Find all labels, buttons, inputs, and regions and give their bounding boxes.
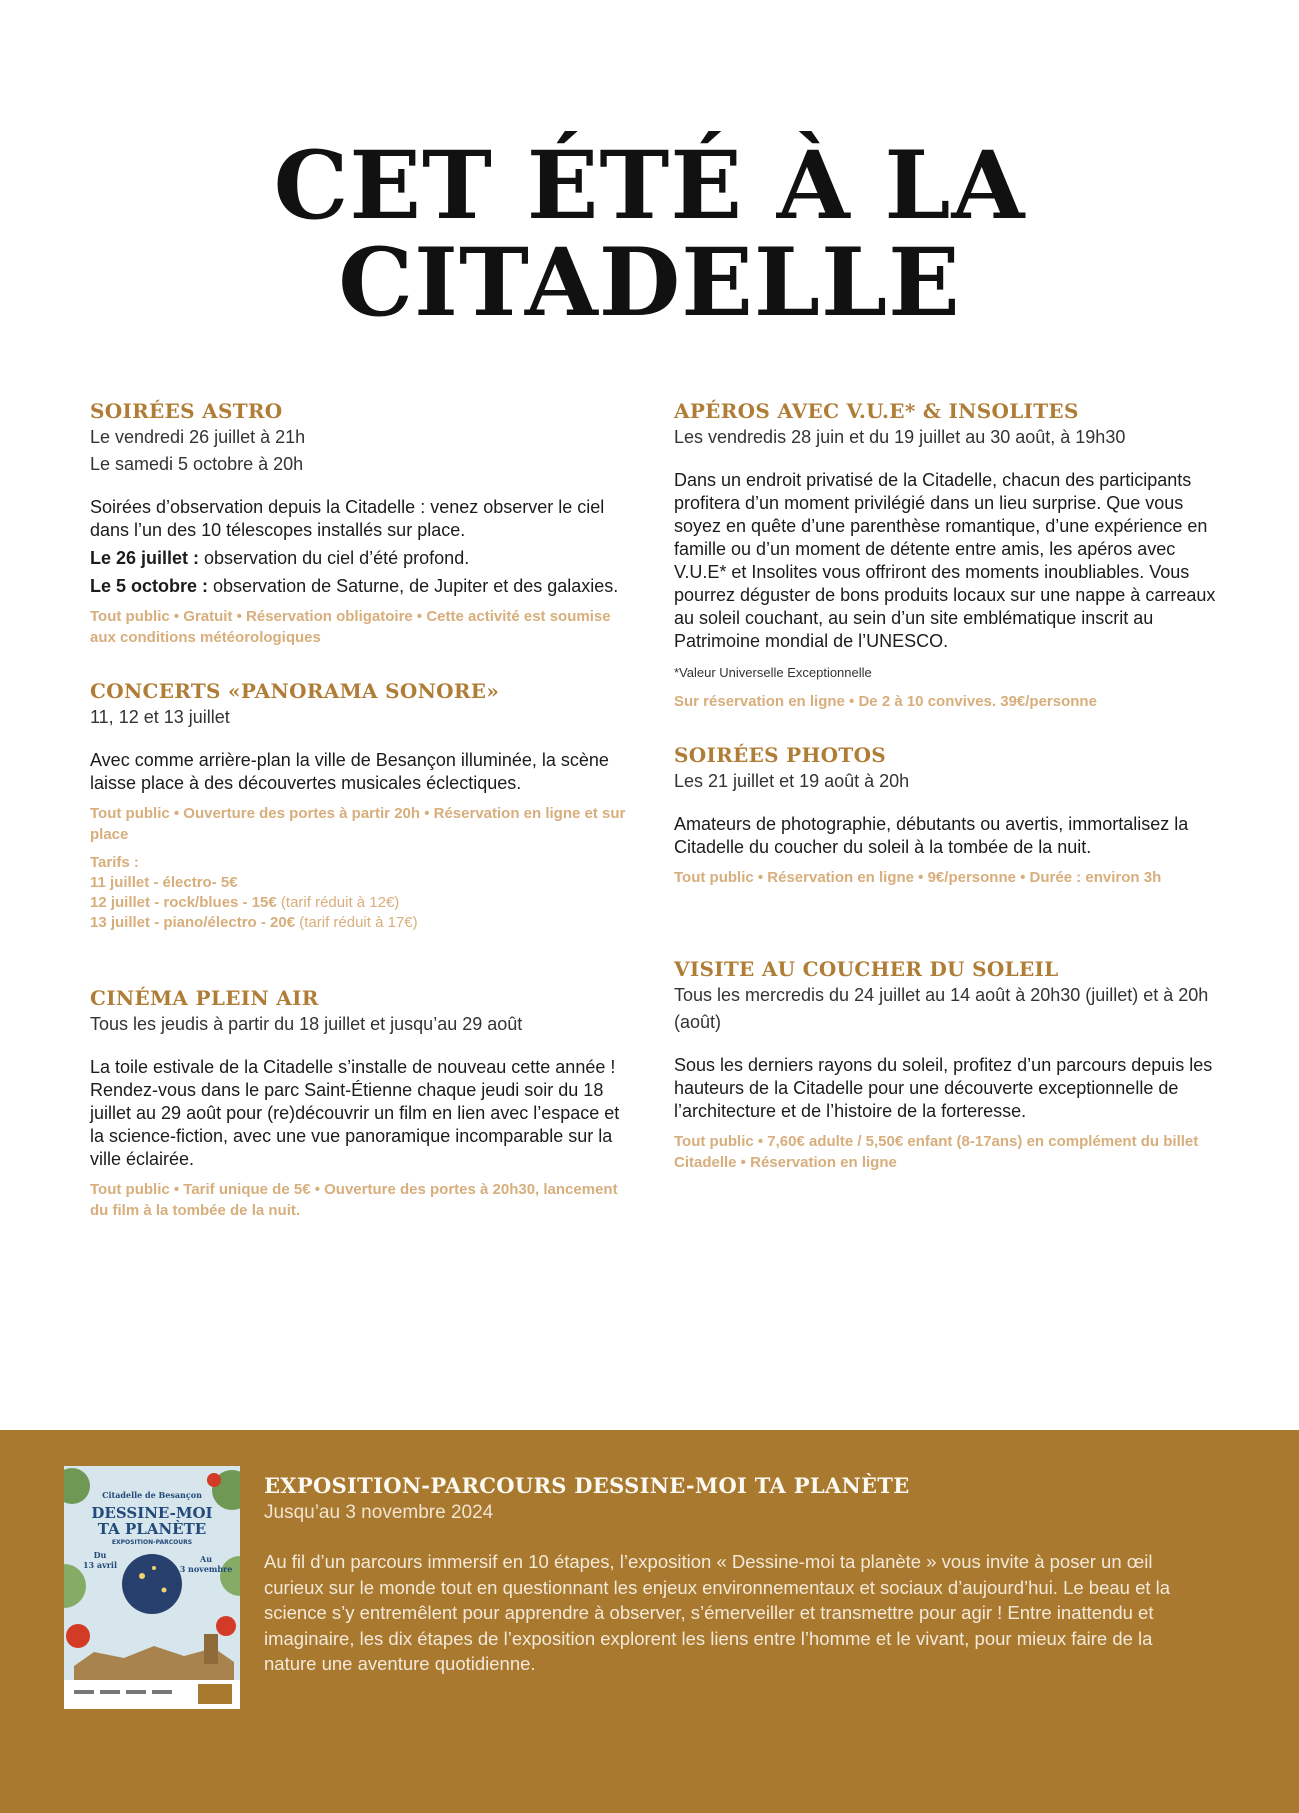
description-paragraph: La toile estivale de la Citadelle s’installe de nouveau cette année ! Rendez-vous dans le parc Saint-Étienne chaque jeudi soir du 18 juillet au 29 août pour (re)découvrir un film en lien avec l’espace et la science-fiction, avec une vue panoramique incomparable sur la ville éclairée.	[90, 1057, 620, 1169]
event-info: Tout public • Gratuit • Réservation obligatoire • Cette activité est soumise aux conditions météorologiques	[90, 608, 611, 646]
tarif-reduit: (tarif réduit à 12€)	[276, 894, 400, 911]
expo-title: EXPOSITION-PARCOURS DESSINE-MOI TA PLANÈTE	[264, 1473, 910, 1498]
event-title: SOIRÉES PHOTOS	[674, 743, 887, 767]
expo-text	[264, 1472, 1199, 1677]
right-column	[674, 398, 1219, 1173]
event-title: SOIRÉES ASTRO	[90, 399, 283, 423]
event-description	[674, 813, 1219, 859]
poster-subtitle: EXPOSITION-PARCOURS	[111, 1539, 193, 1546]
description-paragraph: Amateurs de photographie, débutants ou avertis, immortalisez la Citadelle du coucher du soleil à la tombée de la nuit.	[674, 814, 1189, 857]
bold-lead: Le 5 octobre :	[90, 576, 209, 596]
expo-date: Jusqu’au 3 novembre 2024	[264, 1502, 494, 1523]
poster-org: Citadelle de Besançon	[102, 1490, 202, 1500]
event-soirees-astro	[90, 398, 635, 648]
poster-headline: DESSINE-MOI	[91, 1504, 213, 1522]
tarif-line	[90, 913, 635, 933]
event-soirees-photos	[674, 742, 1219, 888]
expo-poster-illustration	[64, 1466, 240, 1709]
page-title-line-1: CET ÉTÉ À LA	[273, 131, 1026, 241]
event-title: CONCERTS «PANORAMA SONORE»	[90, 679, 500, 703]
citadelle-logo	[198, 1684, 232, 1704]
event-date: 11, 12 et 13 juillet	[90, 707, 230, 727]
description-paragraph: Avec comme arrière-plan la ville de Besançon illuminée, la scène laisse place à des découvertes musicales éclectiques.	[90, 750, 609, 793]
partner-logo	[152, 1690, 172, 1694]
left-column	[90, 398, 635, 1221]
partner-logo	[100, 1690, 120, 1694]
star-icon	[139, 1573, 145, 1579]
event-date: Les vendredis 28 juin et du 19 juillet au 30 août, à 19h30	[674, 427, 1126, 447]
event-date: Tous les mercredis du 24 juillet au 14 août à 20h30 (juillet) et à 20h (août)	[674, 985, 1209, 1032]
tarif-reduit: (tarif réduit à 17€)	[295, 914, 418, 931]
poster-au-date: 3 novembre	[179, 1564, 233, 1574]
event-description	[674, 469, 1219, 653]
poppy-flower-icon	[66, 1624, 90, 1648]
event-description	[90, 1056, 635, 1171]
partner-logo	[126, 1690, 146, 1694]
event-cinema-plein-air	[90, 985, 635, 1221]
description-paragraph	[90, 547, 635, 570]
event-info: Tout public • Réservation en ligne • 9€/personne • Durée : environ 3h	[674, 869, 1162, 886]
event-aperos-vue-insolites	[674, 398, 1219, 712]
description-paragraph: Soirées d’observation depuis la Citadelle : venez observer le ciel dans l’un des 10 télescopes installés sur place.	[90, 497, 605, 540]
event-info: Sur réservation en ligne • De 2 à 10 convives. 39€/personne	[674, 693, 1097, 710]
description-paragraph: Dans un endroit privatisé de la Citadelle, chacun des participants profitera d’un moment privilégié dans un lieu surprise. Que vous soyez en quête d’une parenthèse romantique, d’une expérience en famille ou d’un moment de détente entre amis, les apéros avec V.U.E* et Insolites vous offriront des moments inoubliables. Vous pourrez déguster de bons produits locaux sur une nappe à carreaux au soleil couchant, au sein d’un site emblématique inscrit au Patrimoine mondial de l’UNESCO.	[674, 470, 1216, 651]
event-title: CINÉMA PLEIN AIR	[90, 986, 319, 1010]
description-paragraph	[90, 575, 635, 598]
event-date: Tous les jeudis à partir du 18 juillet et jusqu’au 29 août	[90, 1014, 523, 1034]
page-title-line-2: CITADELLE	[338, 228, 961, 338]
tarif-main: 13 juillet - piano/électro - 20€	[90, 914, 296, 931]
bold-lead: Le 26 juillet :	[90, 548, 200, 568]
event-info: Tout public • Ouverture des portes à partir 20h • Réservation en ligne et sur place	[90, 805, 626, 843]
footnote: *Valeur Universelle Exceptionnelle	[674, 665, 872, 680]
citadel-tower-shape	[204, 1634, 218, 1664]
star-icon	[162, 1588, 167, 1593]
tarif-line	[90, 873, 635, 893]
tarifs-block	[90, 853, 635, 933]
star-icon	[152, 1566, 156, 1570]
expo-description: Au fil d’un parcours immersif en 10 étapes, l’exposition « Dessine-moi ta planète » vous invite à poser un œil curieux sur le monde tout en questionnant les enjeux environnementaux et sociaux d’aujourd’hui. Le beau et la science s’y entremêlent pour apprendre à observer, s’émerveiller et transmettre pour agir ! Entre inattendu et imaginaire, les dix étapes de l’exposition explorent les liens entre l’homme et le vivant, pour mieux faire de la nature une aventure quotidienne.	[264, 1551, 1171, 1674]
description-paragraph: Sous les derniers rayons du soleil, profitez d’un parcours depuis les hauteurs de la Citadelle pour une découverte exceptionnelle de l’architecture et de l’histoire de la forteresse.	[674, 1055, 1213, 1121]
event-date: Le samedi 5 octobre à 20h	[90, 454, 304, 474]
expo-poster	[64, 1466, 240, 1709]
paragraph-text: observation de Saturne, de Jupiter et des galaxies.	[208, 576, 619, 596]
planet-icon	[122, 1554, 182, 1614]
page-title	[0, 131, 1299, 338]
event-description	[90, 496, 635, 598]
tarif-main: 12 juillet - rock/blues - 15€	[90, 894, 277, 911]
event-info: Tout public • 7,60€ adulte / 5,50€ enfant (8-17ans) en complément du billet Citadelle • Réservation en ligne	[674, 1133, 1199, 1171]
event-title: VISITE AU COUCHER DU SOLEIL	[674, 957, 1059, 981]
event-date: Les 21 juillet et 19 août à 20h	[674, 771, 910, 791]
poster-du-date: 13 avril	[82, 1560, 118, 1570]
poster-headline: TA PLANÈTE	[97, 1520, 207, 1538]
event-title: APÉROS AVEC V.U.E* & INSOLITES	[674, 399, 1079, 423]
poppy-flower-icon	[207, 1473, 221, 1487]
event-info: Tout public • Tarif unique de 5€ • Ouverture des portes à 20h30, lancement du film à la tombée de la nuit.	[90, 1181, 618, 1219]
event-concerts-panorama-sonore	[90, 678, 635, 933]
expo-banner	[0, 1430, 1299, 1813]
event-visite-coucher-soleil	[674, 956, 1219, 1173]
event-description	[674, 1054, 1219, 1123]
event-description	[90, 749, 635, 795]
poppy-flower-icon	[216, 1616, 236, 1636]
poster-du-label: Du	[93, 1550, 107, 1560]
paragraph-text: observation du ciel d’été profond.	[199, 548, 470, 568]
event-date: Le vendredi 26 juillet à 21h	[90, 427, 306, 447]
poster-au-label: Au	[199, 1554, 213, 1564]
partner-logo	[74, 1690, 94, 1694]
tarif-main: 11 juillet - électro- 5€	[90, 874, 238, 891]
tarifs-label: Tarifs :	[90, 854, 139, 871]
tarif-line	[90, 893, 635, 913]
